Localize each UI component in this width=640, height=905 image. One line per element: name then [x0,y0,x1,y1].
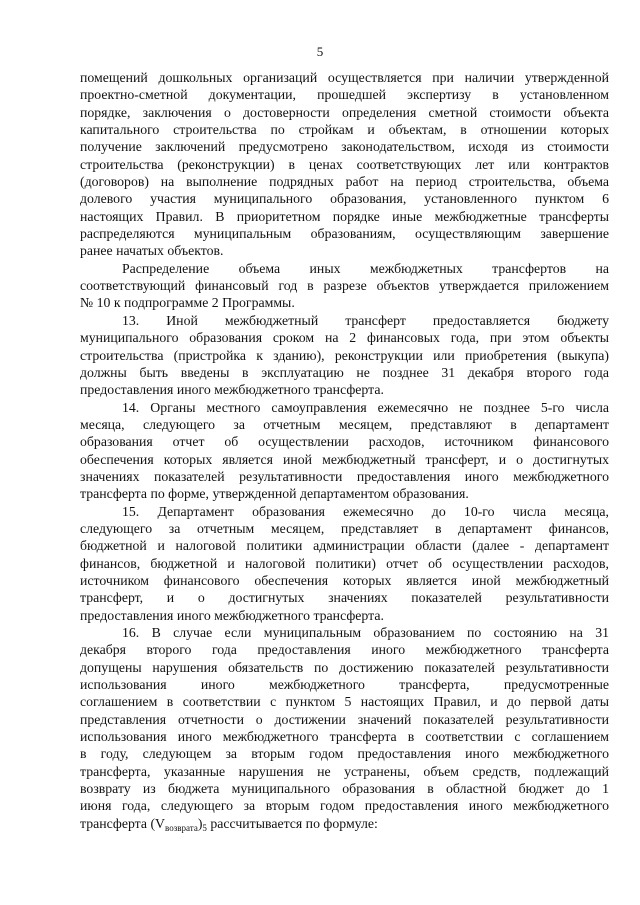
text-line: капитального строительства по стройкам и объектам, в отношении которых [80,122,609,138]
paragraph [80,260,609,312]
paragraph [80,624,609,832]
text-line: (договоров) на выполнение подрядных работ на период строительства, объема [80,174,609,190]
text-line: Распределение объема иных межбюджетных трансфертов на [122,260,609,276]
text-line: получение заключений предусмотрено законодательством, исходя из стоимости [80,139,609,155]
text-line: настоящих Правил. В приоритетном порядке иные межбюджетные трансферты [80,208,609,224]
text-line: образования отчет об осуществлении расходов, источником финансового [80,434,609,450]
text-line: помещений дошкольных организаций осуществляется при наличии утвержденной [80,70,609,85]
text-line: порядке, заключения о достоверности определения сметной стоимости объекта [80,104,609,120]
text-line: проектно-сметной документации, прошедшей экспертизу в установленном [80,87,609,103]
text-line: месяца, следующего за отчетным месяцем, представляют в департамент [80,416,609,432]
text-line: представления отчетности о достижении значений показателей результативности [80,711,609,727]
formula-text-end: рассчитывается по формуле: [206,815,378,831]
text-line: бюджетной и налоговой политики администрации области (далее - департамент [80,538,609,554]
text-line: 14. Органы местного самоуправления ежемесячно не позднее 5-го числа [122,399,609,415]
text-line: трансферта, указанные нарушения не устранены, объем средств, подлежащий [80,763,609,779]
text-line: строительства (пристройка к зданию), реконструкции или приобретения (выкупа) [80,347,609,363]
text-line: трансферта по форме, утвержденной департаментом образования. [80,486,469,502]
text-line: 16. В случае если муниципальным образованием по состоянию на 31 [122,625,609,640]
text-line: значениях показателей результативности предоставления иного межбюджетного [80,468,609,484]
text-line: предоставления иного межбюджетного трансферта. [80,382,384,398]
formula-subscript-index: 5 [202,822,207,833]
page-number: 5 [316,44,324,59]
formula-subscript: возврата [165,822,198,833]
text-line: трансферт, и о достигнутых значениях показателей результативности [80,590,609,606]
text-line: использования иного межбюджетного трансферта в соответствии с соглашением [80,729,609,745]
formula-intro-line [80,815,609,832]
text-line: предоставления иного межбюджетного трансферта. [80,607,384,623]
formula-paren: ) [197,815,203,831]
text-line: в году, следующем за вторым годом предоставления иного межбюджетного [80,746,609,762]
text-line: должны быть введены в эксплуатацию не позднее 31 декабря второго года [80,364,609,380]
text-line: финансов, бюджетной и налоговой политики) отчет об осуществлении расходов, [80,555,609,571]
text-line: муниципального образования сроком на 2 финансовых года, при этом объекты [80,330,609,346]
text-line: соответствующий финансовый год в разрезе объектов утверждается приложением [80,278,609,294]
text-line: возврату из бюджета муниципального образования в областной бюджет до 1 [80,781,609,797]
text-line: обеспечения которых является иной межбюджетный трансферт, и о достигнутых [80,451,609,467]
text-line: ранее начатых объектов. [80,243,224,259]
text-line: использования иного межбюджетного трансферта, предусмотренные [80,677,609,693]
formula-text-start: трансферта (V [80,815,166,831]
text-line: долевого участия муниципального образования, установленного пунктом 6 [80,191,609,207]
text-line: следующего за отчетным месяцем, представляет в департамент финансов, [80,520,609,536]
text-line: соглашением в соответствии с пунктом 5 настоящих Правил, и до первой даты [80,694,609,710]
text-line: допущены нарушения обязательств по достижению показателей результативности [80,659,609,675]
text-line: строительства (реконструкции) в ценах соответствующих лет или контрактов [80,156,609,172]
paragraph [80,503,609,624]
text-line: распределяются муниципальным образованиям, осуществляющим завершение [80,226,609,242]
text-line: декабря второго года предоставления иного межбюджетного трансферта [80,642,609,658]
text-line: 13. Иной межбюджетный трансферт предоставляется бюджету [122,312,609,328]
text-line: № 10 к подпрограмме 2 Программы. [80,295,295,311]
document-body [80,69,609,832]
paragraph [80,399,609,503]
paragraph [80,312,609,399]
text-line: 15. Департамент образования ежемесячно до 10-го числа месяца, [122,503,609,519]
text-line: источником финансового обеспечения которых является иной межбюджетный [80,572,609,588]
text-line: июня года, следующего за вторым годом предоставления иного межбюджетного [80,798,609,814]
paragraph [80,69,609,260]
